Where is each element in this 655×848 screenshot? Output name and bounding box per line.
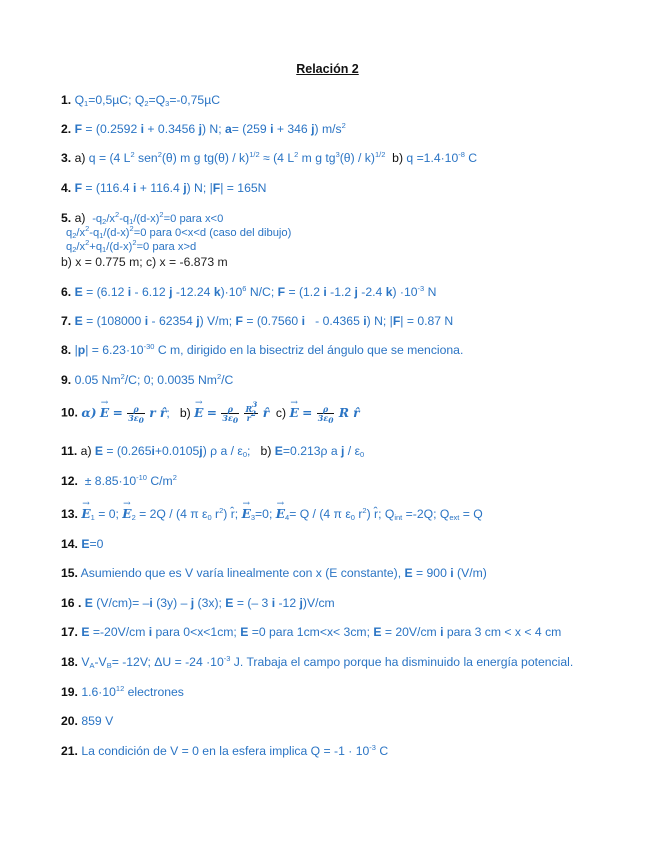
answer-text: $V_A-V_B= -12V$; $\Delta U = -24 \cdot 10^{-3}$ J. Trabaja el campo porque ha disminuido la energía potencial. [81, 654, 574, 670]
answer-14 [61, 537, 103, 551]
answer-5-line-2: $q_2/x^2-q_1/(d-x)^2=0$ para 0<x<d (caso del dibujo) [66, 224, 292, 240]
answer-text: ± $8.85\cdot 10^{-10}$ $C/m^2$ [81, 473, 177, 488]
answer-5-line-3: $q_2/x^2+q_1/(d-x)^2=0$ para x>d [66, 238, 197, 254]
answer-number: 20. [61, 714, 78, 728]
answer-4 [61, 181, 266, 195]
answer-text: F = (116.4 i + 116.4 j) N; |F| = 165N [74, 181, 267, 195]
answer-number: 7. [61, 314, 72, 328]
answer-number: 13. [61, 507, 78, 521]
answer-6 [61, 285, 436, 299]
answer-text: E=0 [81, 537, 104, 551]
answer-number: 18. [61, 655, 78, 669]
answer-number: 16 . [61, 596, 82, 610]
answer-number: 15. [61, 566, 78, 580]
answer-text: a) E = (0.265i+0.0105j) ρ a / $\varepsilon_0$; b) E=0.213ρ a j / $\varepsilon_0$ [80, 444, 365, 459]
answer-text: La condición de V = 0 en la esfera implica $Q = -1 \cdot 10^{-3}$ C [81, 743, 389, 758]
answer-13 [61, 507, 483, 521]
answer-2 [61, 122, 346, 136]
answer-text: 859 V [81, 714, 114, 728]
answer-number: 9. [61, 373, 72, 387]
answer-5-line-4: b) x = 0.775 m; c) x = -6.873 m [61, 255, 228, 269]
answer-9 [61, 373, 233, 387]
answer-text: Asumiendo que es V varía linealmente con x (E constante), E = 900 i (V/m) [80, 566, 487, 580]
answer-text: $1.6\cdot 10^{12}$ electrones [81, 684, 184, 699]
answer-text: 0.05 Nm$^2$/C; 0; 0.0035 Nm$^2$/C [74, 372, 234, 387]
answer-number: 11. [61, 444, 78, 458]
answer-number: 4. [61, 181, 72, 195]
answer-text: E (V/cm)= –i (3y) – j (3x); E = (– 3 i -12 j)V/cm [84, 596, 335, 610]
answer-text: E =-20V/cm i para 0<x<1cm; E =0 para 1cm<x< 3cm; E = 20V/cm i para 3 cm < x < 4 cm [81, 625, 562, 639]
answer-number: 8. [61, 343, 72, 357]
answer-number: 10. [61, 405, 78, 420]
answer-17 [61, 625, 561, 639]
answer-text: E = (6.12 i - 6.12 j -12.24 $k)\cdot 10^6$ N/C; F = (1.2 i -1.2 j -2.4 $k) \cdot 10^{-3}$ N [74, 284, 437, 299]
answer-8 [61, 343, 463, 357]
answer-11 [61, 444, 364, 458]
answer-3 [61, 151, 477, 165]
answer-text: a) q = (4 $L^2$ sen$^2$(θ) m g tg(θ) / k)$^{1/2}$ ≈ (4 $L^2$ m g $tg^3(\theta) / k)^{1/2}$ b) $q =1.4\cdot 10^{-8}$ C [74, 150, 478, 165]
answer-number: 12. [61, 474, 78, 488]
answer-15 [61, 566, 487, 580]
answer-19 [61, 685, 184, 699]
answer-number: 3. [61, 151, 72, 165]
answer-number: 5. [61, 211, 72, 225]
answer-text: $|p| = 6.23\cdot 10^{-30}$ C m, dirigido en la bisectriz del ángulo que se menciona. [74, 342, 464, 357]
answer-number: 6. [61, 285, 72, 299]
answer-5-line-1: $-q_2/x^2-q_1/(d-x)^2=0$ para x<0 [92, 210, 224, 226]
answer-16 [61, 596, 335, 610]
answer-20 [61, 714, 113, 728]
answer-number: 19. [61, 685, 78, 699]
answer-5: 5. a) $-q_2/x^2-q_1/(d-x)^2=0$ para x<0 [61, 210, 224, 226]
answer-1 [61, 93, 220, 107]
answer-number: 2. [61, 122, 72, 136]
answer-7 [61, 314, 453, 328]
answer-number: 21. [61, 744, 78, 758]
answer-text: α) → E = $\frac{\rho}{3\varepsilon_0}$ r r̂; b) → E = $\frac{\rho}{3\varepsilon_0}$ $\frac{R^3}{r^2}$ r̂ c) → E = $\frac{\rho}{3\varepsilon_0}$ R r̂ [81, 406, 359, 420]
answer-10 [61, 400, 360, 425]
answer-12 [61, 474, 177, 488]
page-title: Relación 2 [296, 62, 359, 76]
answer-number: 17. [61, 625, 78, 639]
answer-18 [61, 655, 573, 669]
answer-text: E = (108000 i - 62354 j) V/m; F = (0.7560 i - 0.4365 i) N; |F| = 0.87 N [74, 314, 454, 328]
answer-text: → $E_1 = 0$; → $E_2 = 2Q / (4$ π $\varepsilon_0$ $r^2$) r̂; → $E_3=0$; → $E_4= Q / (4$ π $\varepsilon_0$ $r^2$) r̂; $Q_{int} =-2Q$; $Q_{ext} = Q$ [81, 507, 482, 521]
answer-text: F = (0.2592 i + 0.3456 j) N; a= (259 i + 346 j) $m/s^2$ [74, 121, 346, 136]
answer-21 [61, 744, 388, 758]
answer-number: 14. [61, 537, 78, 551]
answer-number: 1. [61, 93, 72, 107]
answer-text: $Q_1=0,5\mu C$; $Q_2=Q_3=-0,75\mu C$ [74, 93, 221, 108]
